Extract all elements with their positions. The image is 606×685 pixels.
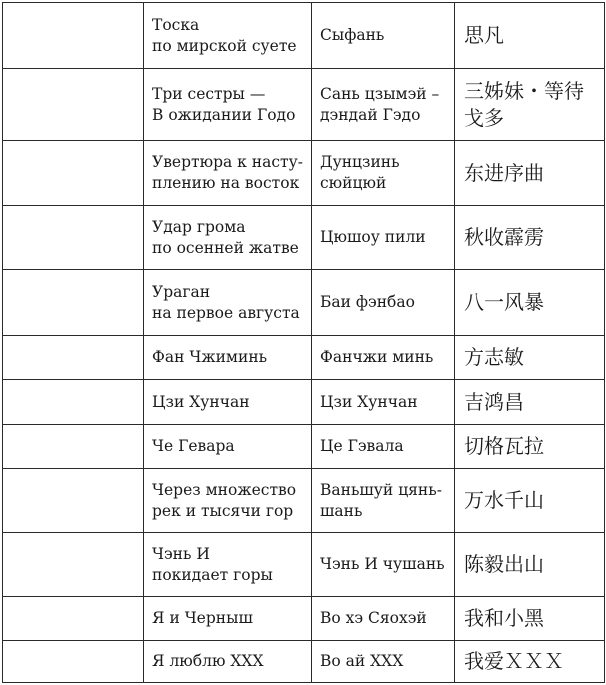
- empty-cell: [3, 141, 144, 206]
- transcription-cell: Во ай XXX: [312, 641, 455, 683]
- empty-cell: [3, 69, 144, 141]
- empty-cell: [3, 206, 144, 270]
- empty-cell: [3, 425, 144, 469]
- russian-title-cell: Ураган на первое августа: [144, 270, 312, 336]
- transcription-cell: Це Гэвала: [312, 425, 455, 469]
- chinese-title-cell: 三姊妹・等待 戈多: [455, 69, 605, 141]
- chinese-title-cell: 东进序曲: [455, 141, 605, 206]
- empty-cell: [3, 641, 144, 683]
- russian-title-cell: Удар грома по осенней жатве: [144, 206, 312, 270]
- table-row: [3, 270, 605, 336]
- table-row: [3, 533, 605, 597]
- table-row: [3, 425, 605, 469]
- empty-cell: [3, 469, 144, 533]
- chinese-title-cell: 万水千山: [455, 469, 605, 533]
- russian-title-cell: Через множество рек и тысячи гор: [144, 469, 312, 533]
- transcription-cell: Баи фэнбао: [312, 270, 455, 336]
- russian-title-cell: Чэнь И покидает горы: [144, 533, 312, 597]
- table-row: [3, 336, 605, 380]
- titles-table-body: [3, 3, 605, 683]
- russian-title-cell: Фан Чжиминь: [144, 336, 312, 380]
- empty-cell: [3, 533, 144, 597]
- table-row: [3, 206, 605, 270]
- chinese-title-cell: 方志敏: [455, 336, 605, 380]
- empty-cell: [3, 597, 144, 641]
- russian-title-cell: Тоска по мирской суете: [144, 3, 312, 69]
- table-row: [3, 641, 605, 683]
- chinese-title-cell: 八一风暴: [455, 270, 605, 336]
- transcription-cell: Ваньшуй цянь- шань: [312, 469, 455, 533]
- russian-title-cell: Увертюра к насту- плению на восток: [144, 141, 312, 206]
- transcription-cell: Фанчжи минь: [312, 336, 455, 380]
- table-row: [3, 597, 605, 641]
- chinese-title-cell: 秋收霹雳: [455, 206, 605, 270]
- empty-cell: [3, 3, 144, 69]
- chinese-title-cell: 切格瓦拉: [455, 425, 605, 469]
- russian-title-cell: Че Гевара: [144, 425, 312, 469]
- russian-title-cell: Цзи Хунчан: [144, 380, 312, 425]
- table-row: [3, 3, 605, 69]
- transcription-cell: Сань цзымэй – дэндай Гэдо: [312, 69, 455, 141]
- chinese-title-cell: 我和小黑: [455, 597, 605, 641]
- table-row: [3, 69, 605, 141]
- table-row: [3, 469, 605, 533]
- transcription-cell: Дунцзинь сюйцюй: [312, 141, 455, 206]
- transcription-cell: Цзи Хунчан: [312, 380, 455, 425]
- chinese-title-cell: 思凡: [455, 3, 605, 69]
- russian-title-cell: Три сестры — В ожидании Годо: [144, 69, 312, 141]
- transcription-cell: Цюшоу пили: [312, 206, 455, 270]
- empty-cell: [3, 336, 144, 380]
- table-row: [3, 380, 605, 425]
- chinese-title-cell: 我爱ＸＸＸ: [455, 641, 605, 683]
- chinese-title-cell: 吉鸿昌: [455, 380, 605, 425]
- russian-title-cell: Я люблю XXX: [144, 641, 312, 683]
- transcription-cell: Сыфань: [312, 3, 455, 69]
- transcription-cell: Чэнь И чушань: [312, 533, 455, 597]
- titles-table: [2, 2, 605, 683]
- table-row: [3, 141, 605, 206]
- empty-cell: [3, 270, 144, 336]
- chinese-title-cell: 陈毅出山: [455, 533, 605, 597]
- empty-cell: [3, 380, 144, 425]
- transcription-cell: Во хэ Сяохэй: [312, 597, 455, 641]
- russian-title-cell: Я и Черныш: [144, 597, 312, 641]
